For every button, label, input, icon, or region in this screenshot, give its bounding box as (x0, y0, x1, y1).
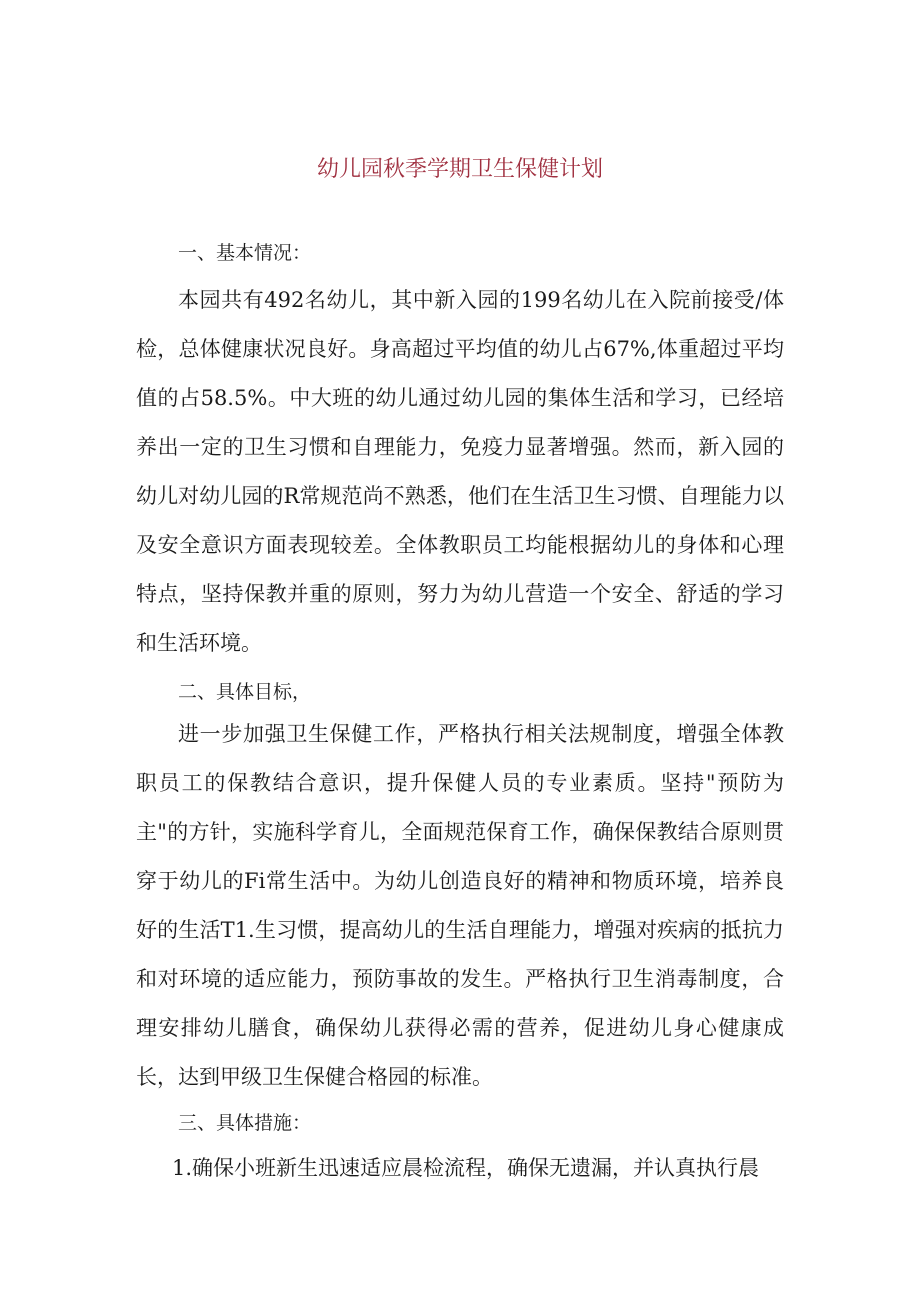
section-paragraph-basic-situation: 本园共有492名幼儿，其中新入园的199名幼儿在入院前接受/体检，总体健康状况良好。身高超过平均值的幼儿占67%,体重超过平均值的占58.5%。中大班的幼儿通过幼儿园的集体生活和学习，已经培养出一定的卫生习惯和自理能力，免疫力显著增强。然而，新入园的幼儿对幼儿园的R常规范尚不熟悉，他们在生活卫生习惯、自理能力以及安全意识方面表现较差。全体教职员工均能根据幼儿的身体和心理特点，坚持保教并重的原则，努力为幼儿营造一个安全、舒适的学习和生活环境。 (136, 288, 784, 655)
document-title: 幼儿园秋季学期卫生保健计划 (316, 157, 603, 182)
section-paragraph-specific-goals: 进一步加强卫生保健工作，严格执行相关法规制度，增强全体教职员工的保教结合意识，提升保健人员的专业素质。坚持"预防为主"的方针，实施科学育儿，全面规范保育工作，确保保教结合原则贯穿于幼儿的Fi常生活中。为幼儿创造良好的精神和物质环境，培养良好的生活T1.生习惯，提高幼儿的生活自理能力，增强对疾病的抵抗力和对环境的适应能力，预防事故的发生。严格执行卫生消毒制度，合理安排幼儿膳食，确保幼儿获得必需的营养，促进幼儿身心健康成长，达到甲级卫生保健合格园的标准。 (136, 722, 784, 1089)
section-heading-basic-situation: 一、基本情况： (178, 242, 312, 264)
section-heading-specific-measures: 三、具体措施： (178, 1112, 312, 1134)
section-heading-specific-goals: 二、具体目标， (178, 681, 312, 703)
section-paragraph-specific-measures: 1.确保小班新生迅速适应晨检流程，确保无遗漏，并认真执行晨 (172, 1156, 760, 1180)
